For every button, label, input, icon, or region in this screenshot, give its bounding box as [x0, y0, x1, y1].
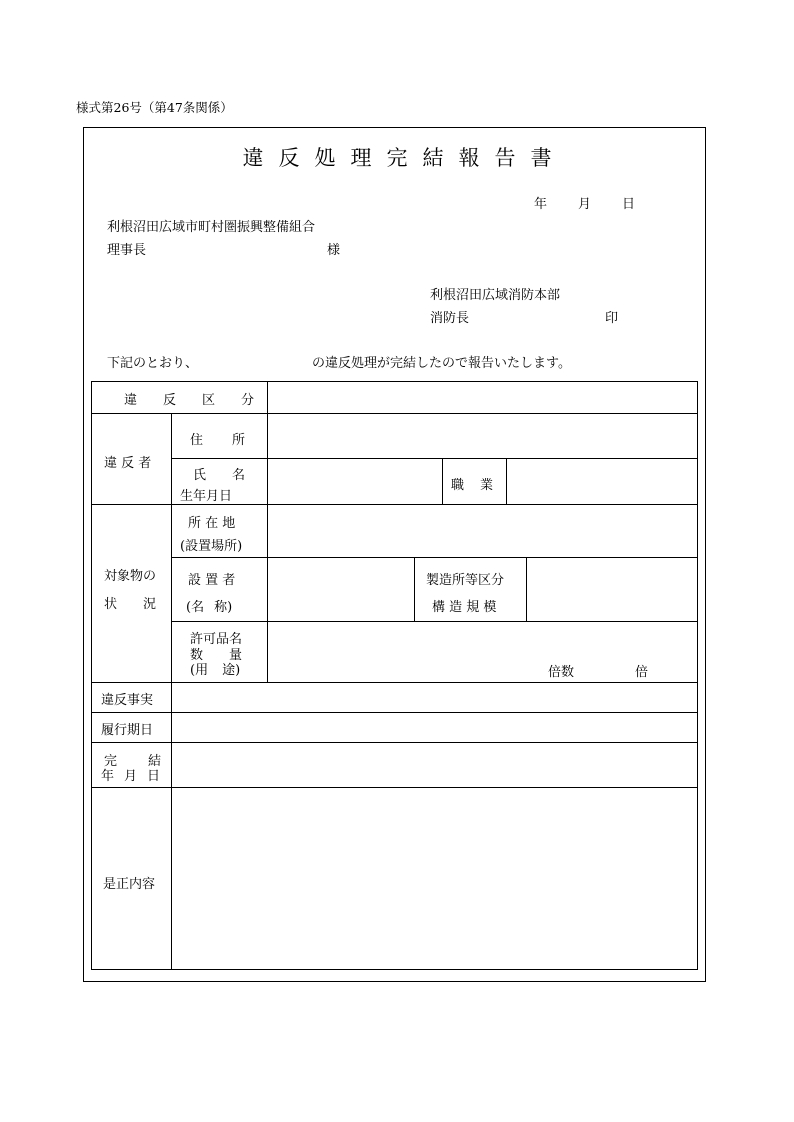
sender-title: 消防長 — [430, 311, 470, 326]
table-line — [91, 381, 92, 970]
completion-label-1: 完 結 — [104, 754, 162, 769]
title-char: 報 — [458, 146, 480, 170]
table-line — [91, 682, 698, 683]
usage-label: (用 途) — [190, 663, 241, 678]
form-frame — [83, 127, 706, 982]
permit-item-label: 許可品名 — [190, 632, 243, 647]
location-label: 所 在 地 — [188, 516, 236, 531]
date-month: 月 — [578, 197, 592, 212]
document-title — [0, 142, 794, 172]
birth-date-label: 生年月日 — [180, 489, 233, 504]
title-char: 結 — [422, 146, 444, 170]
table-line — [171, 557, 698, 558]
quantity-label: 数 量 — [190, 648, 243, 663]
address-label: 住 所 — [190, 433, 246, 448]
table-line — [442, 458, 443, 505]
violation-category-label: 違 反 区 分 — [124, 393, 255, 408]
table-line — [91, 969, 698, 970]
title-char: 違 — [242, 146, 264, 170]
intro-prefix: 下記のとおり、 — [107, 356, 199, 371]
table-line — [171, 458, 698, 459]
table-line — [91, 413, 698, 414]
correction-label: 是正内容 — [103, 877, 156, 892]
completion-label-2: 年 月 日 — [101, 769, 161, 784]
multiple-unit: 倍 — [635, 665, 649, 680]
deadline-label: 履行期日 — [101, 723, 154, 738]
table-line — [171, 621, 698, 622]
violator-label: 違 反 者 — [104, 456, 152, 471]
table-line — [697, 381, 698, 970]
addressee-honorific: 様 — [327, 243, 341, 258]
table-line — [267, 381, 268, 683]
violation-facts-label: 違反事実 — [101, 693, 154, 708]
seal-mark: 印 — [605, 311, 619, 326]
date-day: 日 — [622, 197, 636, 212]
addressee-title: 理事長 — [107, 243, 147, 258]
table-line — [91, 787, 698, 788]
multiple-label: 倍数 — [548, 665, 575, 680]
target-status-label-2: 状 況 — [104, 597, 157, 612]
install-place-label: (設置場所) — [180, 539, 243, 554]
table-line — [91, 504, 698, 505]
table-line — [91, 381, 698, 382]
title-char: 反 — [278, 146, 300, 170]
sender-org: 利根沼田広域消防本部 — [430, 288, 561, 303]
target-status-label-1: 対象物の — [104, 569, 157, 584]
table-line — [506, 458, 507, 505]
table-line — [414, 557, 415, 622]
table-line — [526, 557, 527, 622]
title-char: 書 — [530, 146, 552, 170]
title-char: 告 — [494, 146, 516, 170]
intro-suffix: の違反処理が完結したので報告いたします。 — [312, 356, 571, 371]
title-char: 完 — [386, 146, 408, 170]
facility-category-label: 製造所等区分 — [426, 573, 505, 588]
form-number: 様式第26号（第47条関係） — [76, 100, 233, 115]
date-year: 年 — [534, 197, 548, 212]
table-line — [91, 742, 698, 743]
table-line — [91, 712, 698, 713]
addressee-org: 利根沼田広域市町村圏振興整備組合 — [107, 220, 316, 235]
installer-label: 設 置 者 — [188, 573, 236, 588]
installer-name-label: (名 称) — [186, 600, 233, 615]
structure-scale-label: 構 造 規 模 — [432, 600, 497, 615]
table-line — [171, 413, 172, 970]
title-char: 処 — [314, 146, 336, 170]
occupation-label: 職 業 — [451, 478, 494, 493]
name-label: 氏 名 — [193, 468, 246, 483]
title-char: 理 — [350, 146, 372, 170]
